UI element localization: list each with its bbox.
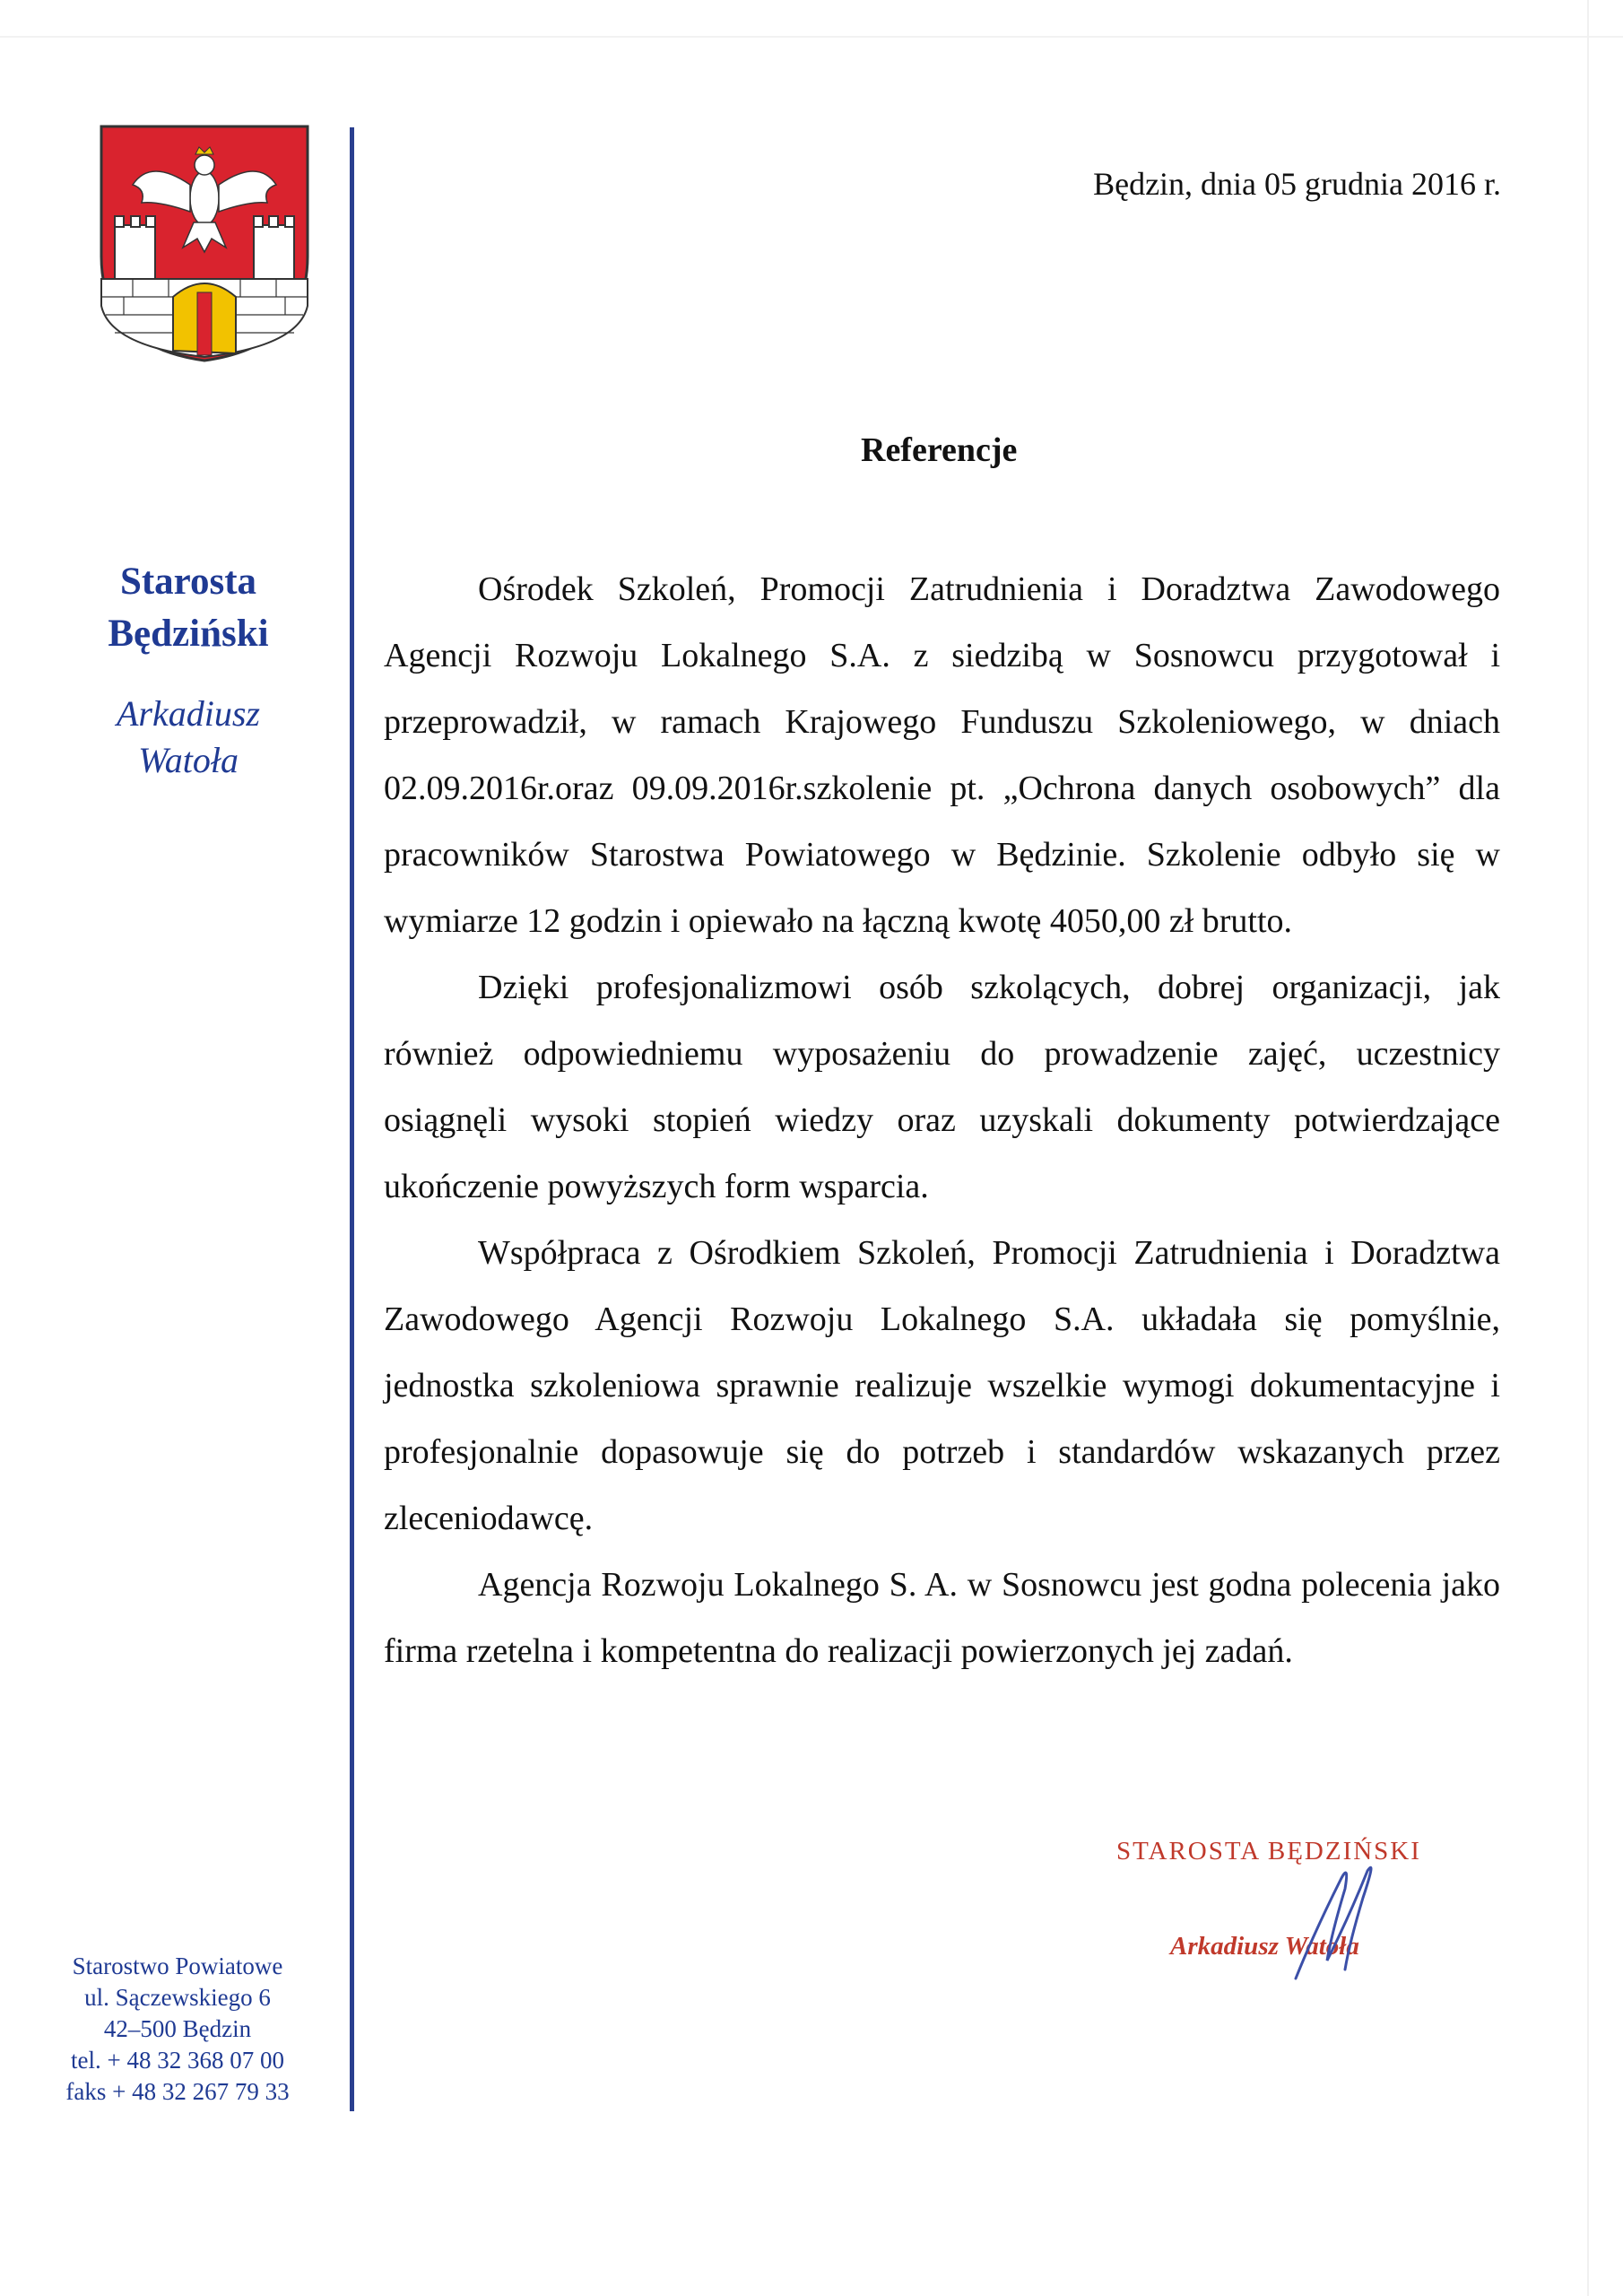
sidebar-title [54,556,323,660]
sidebar-address [43,1951,312,2108]
page-edge-top [0,36,1623,38]
handwritten-signature-icon [1242,1826,1421,2005]
page-edge-right [1587,0,1589,2296]
letter-heading: Referencje [861,431,1018,469]
sidebar-title-line1: Starosta [119,561,257,603]
letter-body [384,556,1500,1684]
body-paragraph: Ośrodek Szkoleń, Promocji Zatrudnienia i Doradztwa Zawodowego Agencji Rozwoju Lokalnego S.A. z siedzibą w Sosnowcu przygotował i przeprowadził, w ramach Krajowego Funduszu Szkoleniowego, w dniach 02.09.2016r.oraz 09.09.2016r.szkolenie pt. „Ochrona danych osobowych” dla pracowników Starostwa Powiatowego w Będzinie. Szkolenie odbyło się w wymiarze 12 godzin i opiewało na łączną kwotę 4050,00 zł brutto. [384,570,1500,940]
coat-of-arms-icon [97,122,312,364]
stamp-name: Arkadiusz Watoła [1170,1932,1359,1961]
address-line: Starostwo Powiatowe [72,1952,283,1979]
sidebar-title-line2: Będziński [108,613,269,655]
address-line: 42–500 Będzin [103,2015,252,2042]
body-paragraph: Współpraca z Ośrodkiem Szkoleń, Promocji Zatrudnienia i Doradztwa Zawodowego Agencji Rozwoju Lokalnego S.A. układała się pomyślnie, jednostka szkoleniowa sprawnie realizuje wszelkie wymogi dokumentacyjne i profesjonalnie dopasowuje się do potrzeb i standardów wskazanych przez zleceniodawcę. [384,1234,1500,1537]
address-line: ul. Sączewskiego 6 [84,1984,271,2011]
sidebar-name-line1: Arkadiusz [117,693,260,734]
sidebar-divider [350,127,354,2111]
letter-date: Będzin, dnia 05 grudnia 2016 r. [1093,166,1501,202]
body-paragraph: Agencja Rozwoju Lokalnego S. A. w Sosnowcu jest godna polecenia jako firma rzetelna i kompetentna do realizacji powierzonych jej zadań. [384,1566,1500,1670]
sidebar-name-line2: Watoła [138,740,239,780]
address-line: faks + 48 32 267 79 33 [65,2078,290,2105]
official-stamp [1116,1826,1493,2005]
sidebar-name [54,691,323,784]
address-line: tel. + 48 32 368 07 00 [71,2047,284,2074]
body-paragraph: Dzięki profesjonalizmowi osób szkolących, dobrej organizacji, jak również odpowiedniemu wyposażeniu do prowadzenie zajęć, uczestnicy osiągnęli wysoki stopień wiedzy oraz uzyskali dokumenty potwierdzające ukończenie powyższych form wsparcia. [384,969,1500,1205]
stamp-title: STAROSTA BĘDZIŃSKI [1116,1837,1421,1866]
